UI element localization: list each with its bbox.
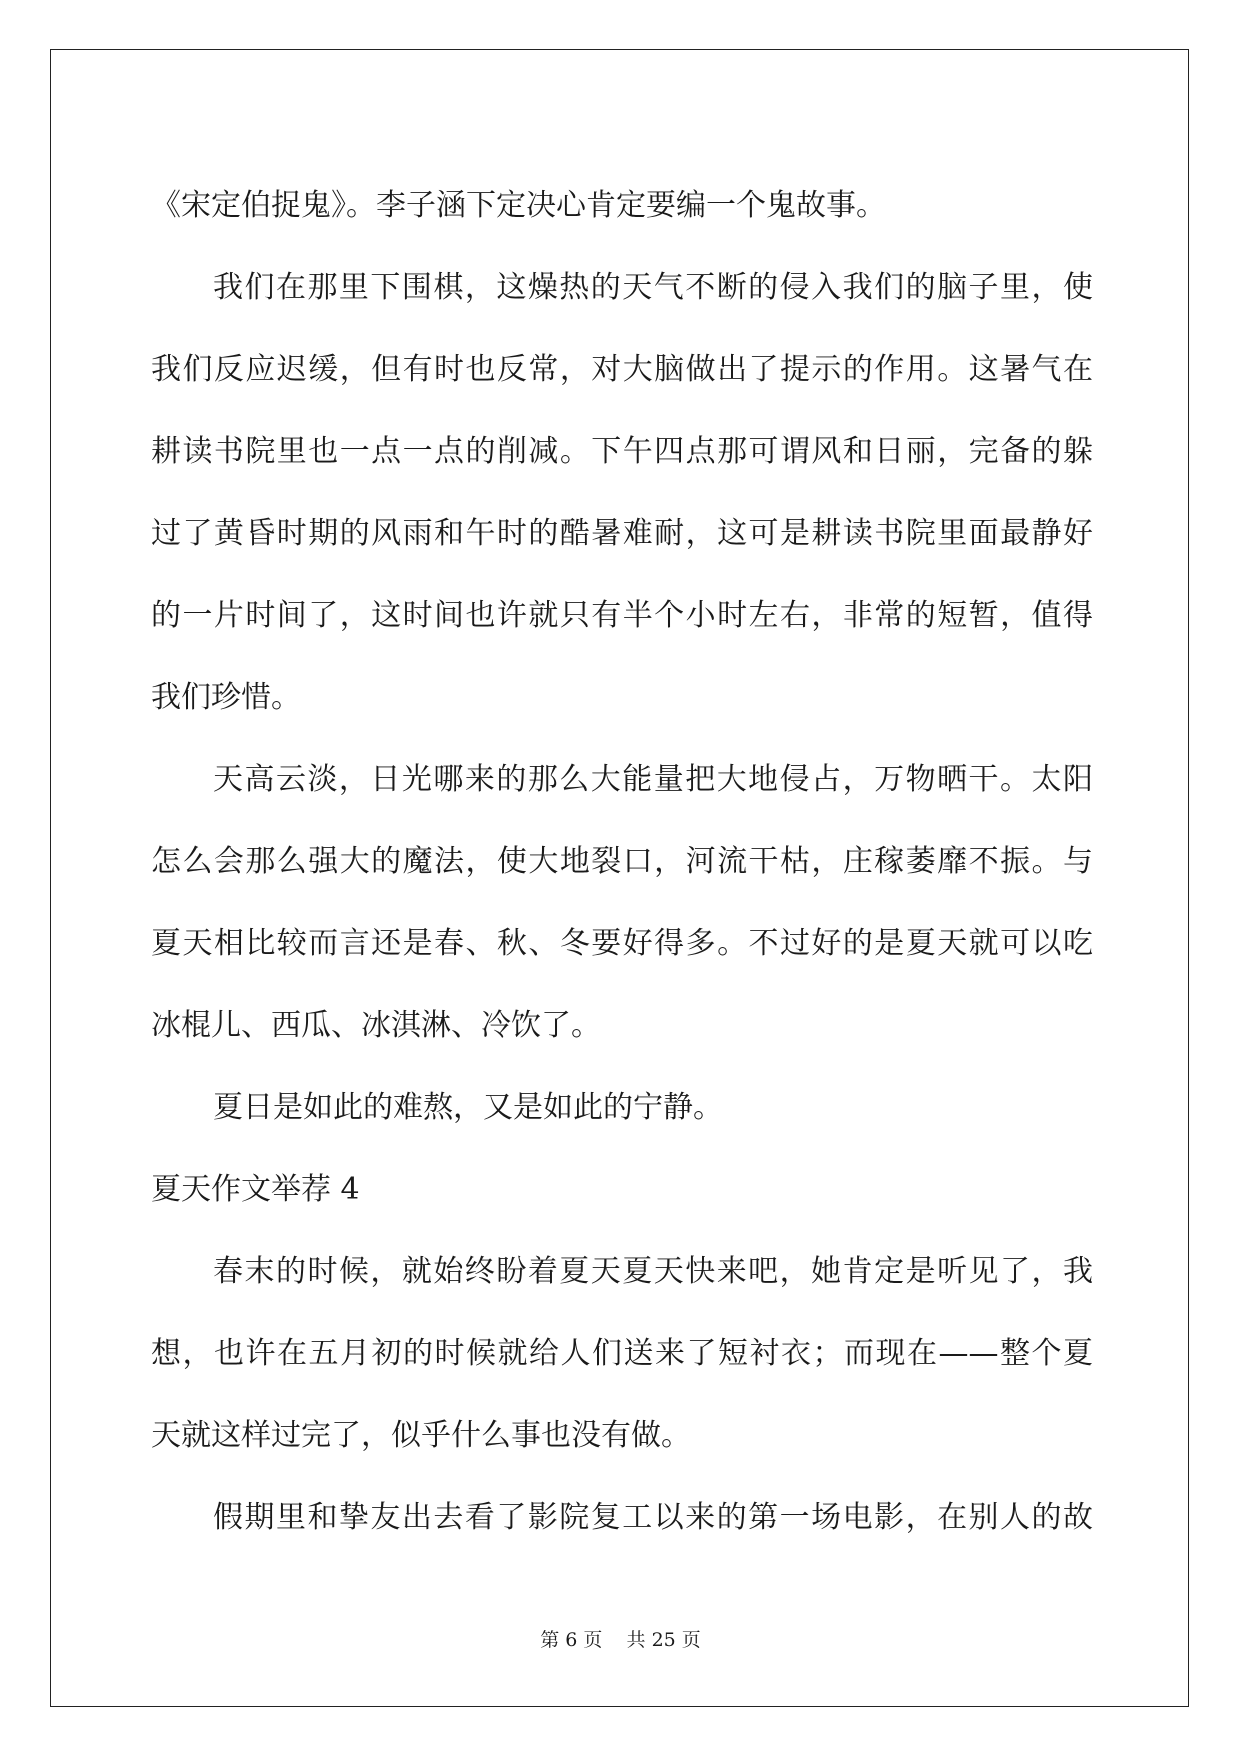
page-number: 第 6 页 [540,1629,603,1651]
page-footer [0,1628,1241,1652]
document-body [151,165,1093,1559]
text-line: 《宋定伯捉鬼》。李子涵下定决心肯定要编一个鬼故事。 [151,188,886,223]
text-line: 过了黄昏时期的风雨和午时的酷暑难耐，这可是耕读书院里面最静好 [151,516,1093,551]
text-line: 想，也许在五月初的时候就给人们送来了短衬衣；而现在——整个夏 [151,1336,1093,1371]
text-line: 天就这样过完了，似乎什么事也没有做。 [151,1418,691,1453]
text-line: 我们珍惜。 [151,680,301,715]
text-line: 夏天相比较而言还是春、秋、冬要好得多。不过好的是夏天就可以吃 [151,926,1093,961]
text-line: 冰棍儿、西瓜、冰淇淋、冷饮了。 [151,1008,601,1043]
paragraph-start-line: 假期里和挚友出去看了影院复工以来的第一场电影，在别人的故 [213,1500,1093,1535]
text-line: 耕读书院里也一点一点的削减。下午四点那可谓风和日丽，完备的躲 [151,434,1093,469]
paragraph-start-line: 春末的时候，就始终盼着夏天夏天快来吧，她肯定是听见了，我 [213,1254,1093,1289]
text-line: 我们反应迟缓，但有时也反常，对大脑做出了提示的作用。这暑气在 [151,352,1093,387]
paragraph-start-line: 夏日是如此的难熬，又是如此的宁静。 [213,1090,723,1125]
section-heading: 夏天作文举荐 4 [151,1172,360,1207]
total-pages: 共 25 页 [626,1629,701,1651]
paragraph-start-line: 我们在那里下围棋，这燥热的天气不断的侵入我们的脑子里，使 [213,270,1093,305]
text-line: 怎么会那么强大的魔法，使大地裂口，河流干枯，庄稼萎靡不振。与 [151,844,1093,879]
text-line: 的一片时间了，这时间也许就只有半个小时左右，非常的短暂，值得 [151,598,1093,633]
paragraph-start-line: 天高云淡，日光哪来的那么大能量把大地侵占，万物晒干。太阳 [213,762,1093,797]
